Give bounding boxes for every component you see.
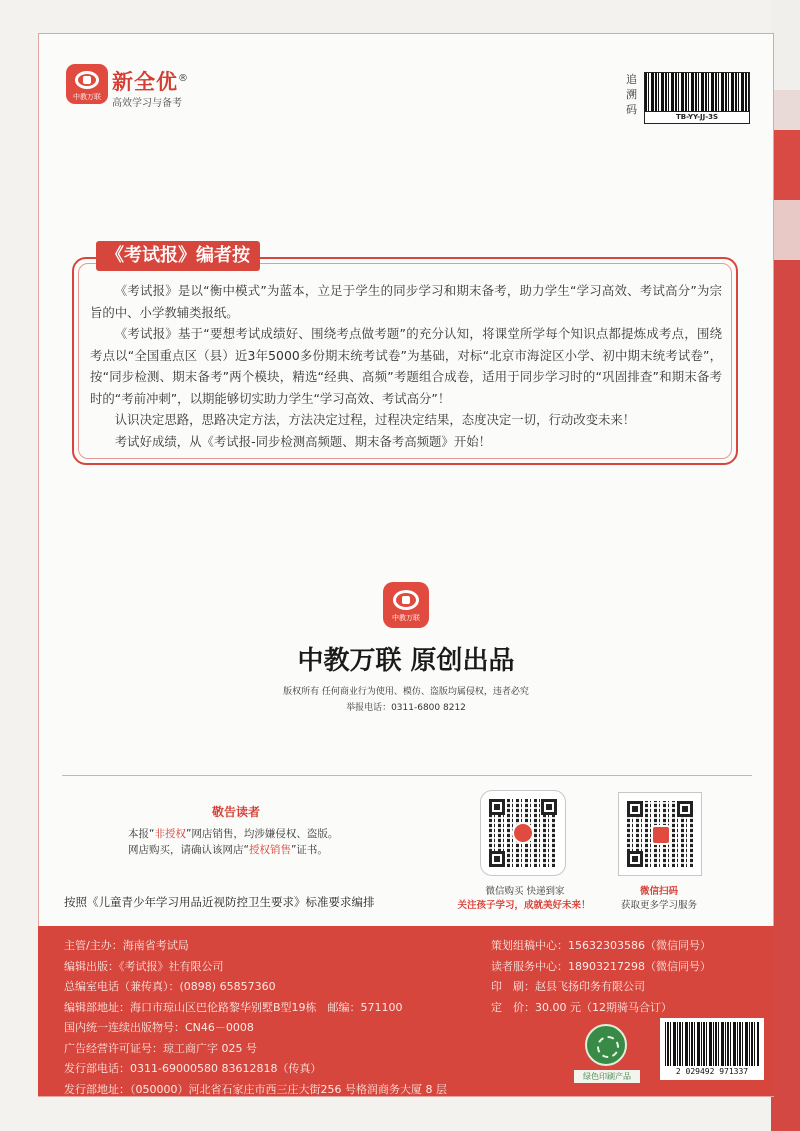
editor-note-body: [90, 280, 722, 452]
editor-paragraph: 《考试报》是以“衡中模式”为蓝本，立足于学生的同步学习和期末备考，助力学生“学习高效、考试高分”为宗旨的中、小学教辅类报纸。: [90, 283, 722, 320]
green-print-seal-icon: [585, 1024, 627, 1066]
editor-paragraph: 《考试报》基于“要想考试成绩好、围绕考点做考题”的充分认知，将课堂所学每个知识点都提炼成考点，围绕考点以“全国重点区（县）近3年5000多份期末统考试卷”为基础，对标“北京市海淀区小学、初中期末统考试卷”，按“同步检测、期末备考”两个模块，精选“经典、高频”考题组合成卷，适用于同步学习时的“巩固排查”和期末备考时的“考前冲刺”，以期能够切实助力学生“学习高效、考试高分”！: [90, 326, 722, 406]
brand-header: [66, 64, 226, 110]
footer-info-line: 发行部地址：（050000）河北省石家庄市西三庄大街256 号格润商务大厦 8 层: [64, 1082, 447, 1096]
qr-logo-icon: [651, 825, 671, 845]
section-divider: [62, 775, 752, 776]
footer-info-line: 发行部电话：0311-69000580 83612818（传真）: [64, 1062, 322, 1075]
footer-info-line: 策划组稿中心：15632303586（微信同号）: [491, 939, 711, 952]
green-print-label: 绿色印刷产品: [574, 1070, 640, 1083]
footer-info-left: [64, 936, 484, 1100]
footer-info-line: 广告经营许可证号：琼工商广字 025 号: [64, 1041, 257, 1055]
footer-info-line: 编辑出版：《考试报》社有限公司: [64, 959, 224, 973]
footer-info-line: 总编室电话（兼传真）：(0898) 65857360: [64, 980, 276, 993]
editor-paragraph: 认识决定思路，思路决定方法，方法决定过程，过程决定结果，态度决定一切，行动改变未来！: [114, 412, 636, 427]
publisher-rights: 版权所有 任何商业行为使用、模仿、盗版均属侵权，违者必究: [283, 687, 529, 697]
standard-note: 按照《儿童青少年学习用品近视防控卫生要求》标准要求编排: [64, 895, 375, 909]
trace-code-label: 追溯码: [626, 73, 637, 116]
brand-name: 新全优®: [112, 70, 189, 94]
notice-title: 敬告读者: [211, 805, 260, 819]
brand-logo-tag: 中教万联: [73, 93, 101, 101]
qr-logo-icon: [512, 822, 534, 844]
wechat-purchase-qr-code[interactable]: [480, 790, 566, 876]
qr-caption: 关注孩子学习，成就美好未来！: [457, 900, 591, 911]
qr-caption: 微信扫码: [639, 886, 678, 897]
footer-info-line: 编辑部地址：海口市琼山区巴伦路黎华别墅B型19栋 邮编：571100: [64, 1000, 403, 1014]
footer-info-line: 国内统一连续出版物号：CN46－0008: [64, 1021, 254, 1034]
side-color-strip: [771, 0, 800, 1131]
brand-logo-icon: [66, 64, 108, 104]
publisher-report-phone: 举报电话：0311-6800 8212: [346, 703, 466, 713]
trace-code: [626, 70, 756, 126]
notice-line: 网店购买，请确认该网店“授权销售”证书。: [128, 844, 328, 856]
editor-note-heading: 《考试报》编者按: [96, 241, 260, 271]
wechat-service-qr-code[interactable]: [618, 792, 702, 876]
publisher-name: 中教万联 原创出品: [297, 646, 515, 676]
publisher-logo-icon: [383, 582, 429, 628]
isbn-number: 2 029492 971337: [675, 1067, 749, 1076]
footer-info-line: 印 刷：赵县飞扬印务有限公司: [491, 980, 645, 993]
qr-caption: 获取更多学习服务: [620, 900, 697, 911]
isbn-barcode: [660, 1018, 764, 1080]
trace-barcode-icon: [644, 72, 750, 112]
barcode-icon: [665, 1022, 759, 1066]
editor-paragraph: 考试好成绩，从《考试报-同步检测高频题、期末备考高频题》开始！: [114, 433, 491, 449]
qr-caption: 微信购买 快递到家: [485, 886, 565, 897]
footer-info-right: [491, 936, 771, 1018]
notice-line: 本报“非授权”网店销售，均涉嫌侵权、盗版。: [128, 828, 339, 840]
footer-info-line: 定 价：30.00 元（12期骑马合订）: [491, 1000, 672, 1014]
brand-slogan: 高效学习与备考: [112, 98, 182, 109]
publisher-logo-tag: 中教万联: [392, 614, 420, 622]
footer-info-line: 主管/主办：海南省考试局: [64, 939, 189, 952]
trace-code-text: TB-YY-JJ-3S: [644, 112, 750, 124]
footer-info-line: 读者服务中心：18903217298（微信同号）: [491, 959, 711, 973]
